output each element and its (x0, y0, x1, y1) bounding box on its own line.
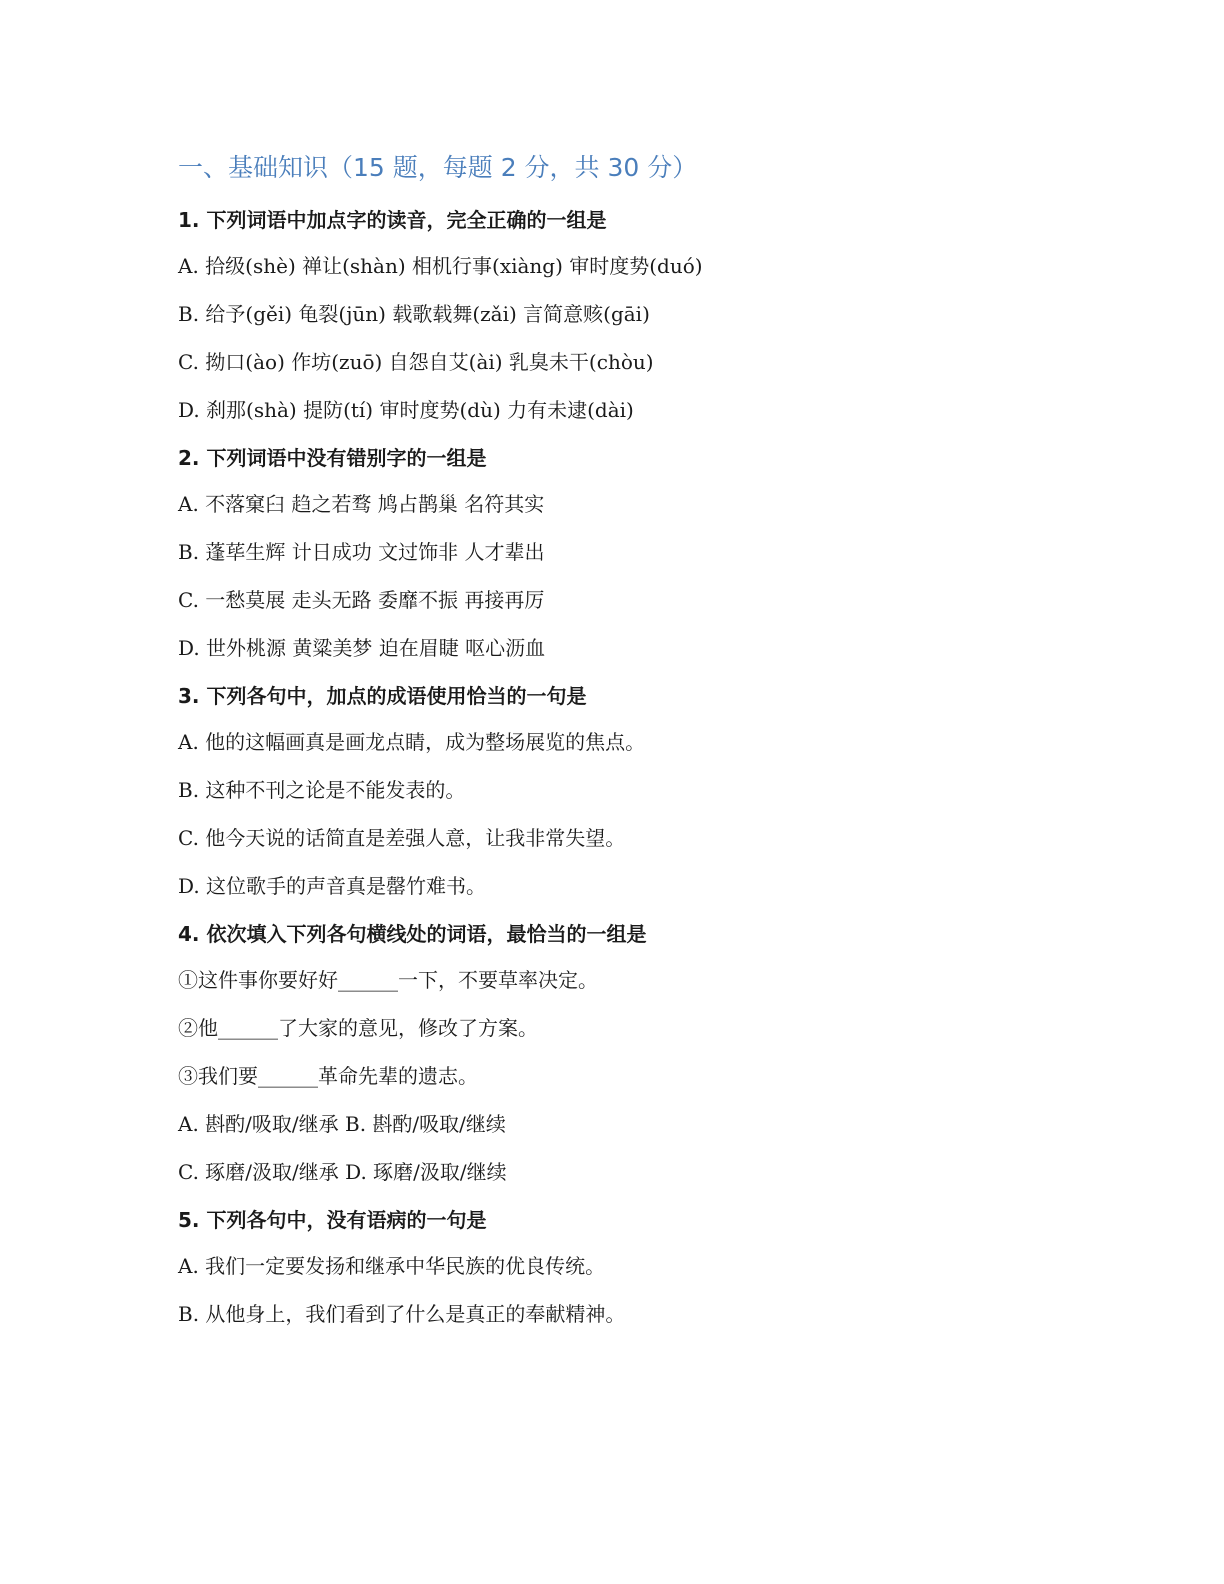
option-c: C. 他今天说的话简直是差强人意，让我非常失望。 (178, 826, 626, 850)
option-d: D. 刹那(shà) 提防(tí) 审时度势(dù) 力有未逮(dài) (178, 398, 634, 422)
options-cd: C. 琢磨/汲取/继承 D. 琢磨/汲取/继续 (178, 1160, 507, 1184)
question-4 (178, 920, 1078, 1186)
option-b: B. 从他身上，我们看到了什么是真正的奉献精神。 (178, 1302, 626, 1326)
question-3 (178, 682, 1078, 900)
exam-content (178, 150, 1078, 1348)
question-2 (178, 444, 1078, 662)
option-d: D. 这位歌手的声音真是罄竹难书。 (178, 874, 487, 898)
question-stem: 5. 下列各句中，没有语病的一句是 (178, 1208, 487, 1232)
fill-blank-sentence-1: ①这件事你要好好______一下，不要草率决定。 (178, 968, 598, 992)
option-b: B. 蓬荜生辉 计日成功 文过饰非 人才辈出 (178, 540, 545, 564)
option-c: C. 拗口(ào) 作坊(zuō) 自怨自艾(ài) 乳臭未干(chòu) (178, 350, 654, 374)
option-d: D. 世外桃源 黄粱美梦 迫在眉睫 呕心沥血 (178, 636, 546, 660)
option-b: B. 这种不刊之论是不能发表的。 (178, 778, 466, 802)
question-stem: 1. 下列词语中加点字的读音，完全正确的一组是 (178, 208, 607, 232)
options-ab: A. 斟酌/吸取/继承 B. 斟酌/吸取/继续 (178, 1112, 506, 1136)
option-b: B. 给予(gěi) 龟裂(jūn) 载歌载舞(zǎi) 言简意赅(gāi) (178, 302, 650, 326)
section-title: 一、基础知识（15 题，每题 2 分，共 30 分） (178, 153, 698, 182)
question-1 (178, 206, 1078, 424)
question-stem: 2. 下列词语中没有错别字的一组是 (178, 446, 487, 470)
option-a: A. 不落窠臼 趋之若骛 鸠占鹊巢 名符其实 (178, 492, 545, 516)
option-a: A. 我们一定要发扬和继承中华民族的优良传统。 (178, 1254, 606, 1278)
question-5 (178, 1206, 1078, 1328)
question-stem: 4. 依次填入下列各句横线处的词语，最恰当的一组是 (178, 922, 647, 946)
question-stem: 3. 下列各句中，加点的成语使用恰当的一句是 (178, 684, 587, 708)
fill-blank-sentence-2: ②他______了大家的意见，修改了方案。 (178, 1016, 538, 1040)
fill-blank-sentence-3: ③我们要______革命先辈的遗志。 (178, 1064, 478, 1088)
option-c: C. 一愁莫展 走头无路 委靡不振 再接再厉 (178, 588, 545, 612)
option-a: A. 他的这幅画真是画龙点睛，成为整场展览的焦点。 (178, 730, 646, 754)
option-a: A. 拾级(shè) 禅让(shàn) 相机行事(xiàng) 审时度势(duó) (178, 254, 703, 278)
